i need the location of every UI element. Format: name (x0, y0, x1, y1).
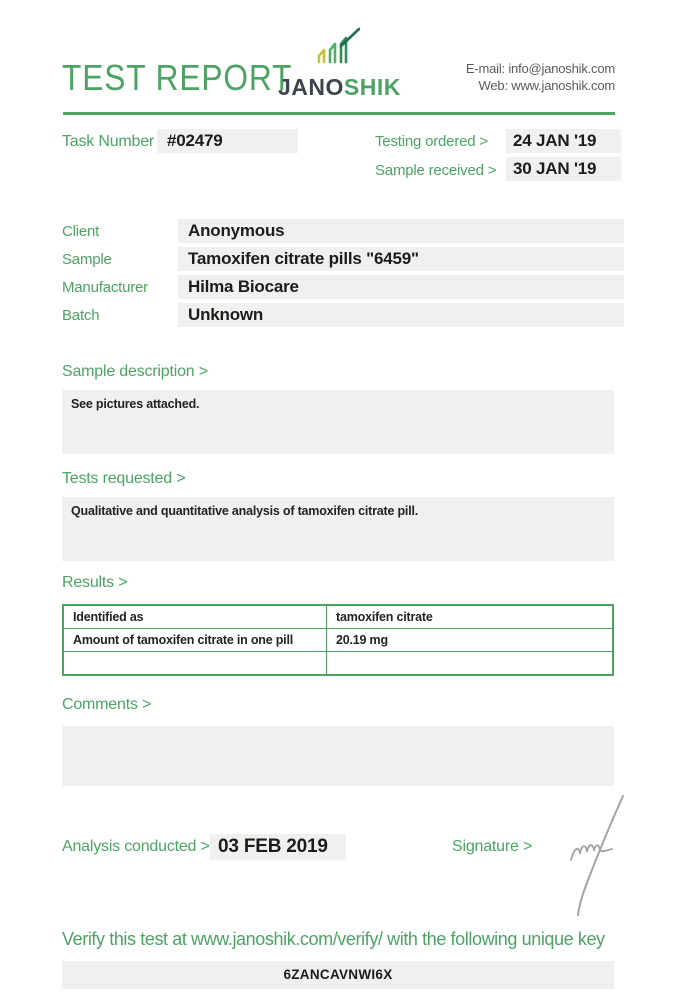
logo-wordmark (278, 74, 401, 101)
result-cell: Identified as (63, 605, 327, 629)
growth-bars-icon (307, 26, 369, 68)
contact-web: Web: www.janoshik.com (478, 78, 615, 93)
sample-received-label: Sample received > (375, 162, 497, 179)
task-number-value: #02479 (157, 129, 298, 153)
sample-received-value: 30 JAN '19 (506, 157, 621, 181)
client-label: Client (62, 223, 100, 240)
result-cell: tamoxifen citrate (327, 605, 614, 629)
manufacturer-label: Manufacturer (62, 279, 148, 296)
contact-block (466, 60, 615, 94)
logo-shik: SHIK (343, 74, 401, 100)
table-row (63, 629, 613, 652)
janoshik-logo (278, 26, 401, 101)
results-table (62, 604, 614, 676)
result-cell (63, 652, 327, 676)
sample-description-box: See pictures attached. (62, 390, 614, 454)
batch-label: Batch (62, 307, 100, 324)
testing-ordered-label: Testing ordered > (375, 133, 488, 150)
table-row (63, 652, 613, 676)
comments-box (62, 726, 614, 786)
page-title: TEST REPORT (62, 57, 293, 98)
signature-label: Signature > (452, 838, 533, 855)
comments-heading: Comments > (62, 696, 152, 713)
testing-ordered-value: 24 JAN '19 (506, 129, 621, 153)
manufacturer-value: Hilma Biocare (178, 275, 624, 299)
results-heading: Results > (62, 574, 128, 591)
sample-description-heading: Sample description > (62, 363, 208, 380)
result-cell (327, 652, 614, 676)
analysis-conducted-label: Analysis conducted > (62, 838, 210, 855)
contact-email: E-mail: info@janoshik.com (465, 61, 615, 76)
handwritten-signature (535, 788, 645, 920)
task-number-label: Task Number (62, 133, 155, 150)
result-cell: 20.19 mg (327, 629, 614, 652)
logo-jano: JANO (278, 74, 344, 100)
sample-label: Sample (62, 251, 112, 268)
sample-value: Tamoxifen citrate pills "6459" (178, 247, 624, 271)
unique-key-value: 6ZANCAVNWI6X (62, 961, 614, 989)
tests-requested-heading: Tests requested > (62, 470, 186, 487)
result-cell: Amount of tamoxifen citrate in one pill (63, 629, 327, 652)
tests-requested-box: Qualitative and quantitative analysis of tamoxifen citrate pill. (62, 497, 614, 561)
table-row (63, 605, 613, 629)
client-value: Anonymous (178, 219, 624, 243)
analysis-date-value: 03 FEB 2019 (210, 834, 346, 860)
header-divider (63, 112, 615, 115)
batch-value: Unknown (178, 303, 624, 327)
verify-text: Verify this test at www.janoshik.com/verify/ with the following unique key (62, 929, 605, 949)
